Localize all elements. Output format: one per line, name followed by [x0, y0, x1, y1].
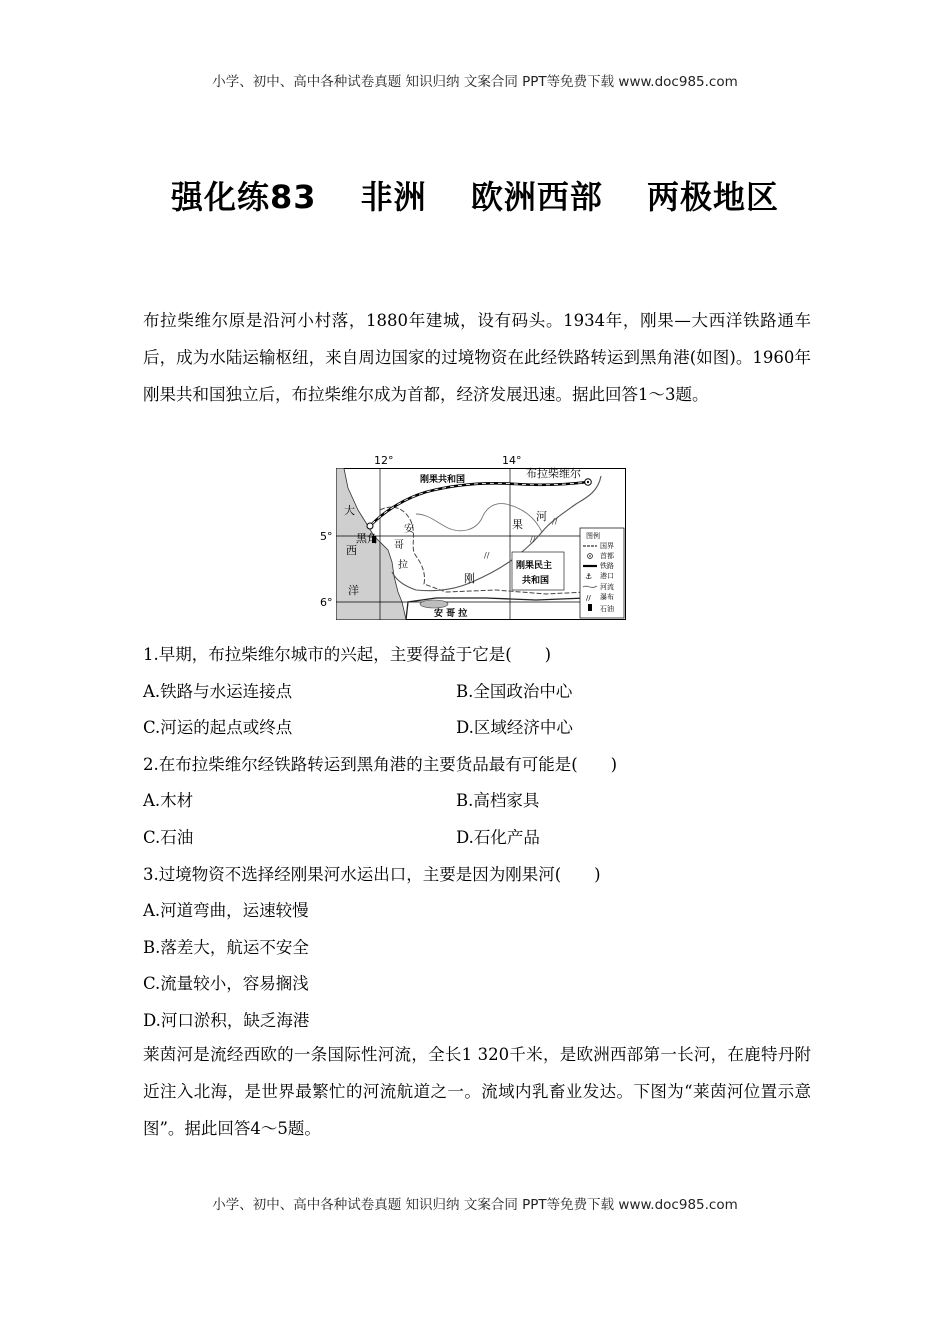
q1-options-row-1 — [143, 674, 811, 711]
ocean-char-1: 大 — [344, 504, 355, 517]
legend-item-railway: 铁路 — [600, 562, 614, 570]
legend-item-river: 河流 — [600, 583, 614, 591]
drc-label-1: 刚果民主 — [516, 561, 553, 571]
legend-item-oil: 石油 — [600, 605, 614, 613]
svg-text://: // — [552, 517, 558, 526]
angola-char-3: 拉 — [398, 560, 408, 571]
q2-option-b[interactable]: B.高档家具 — [456, 791, 540, 811]
ocean-char-2: 西 — [346, 544, 357, 557]
q3-option-b[interactable]: B.落差大，航运不安全 — [143, 937, 309, 957]
title-part-4: 两极地区 — [646, 178, 779, 216]
waterfall-icon: // — [586, 594, 591, 602]
legend-item-border: 国界 — [600, 542, 614, 550]
map-legend — [580, 528, 624, 618]
oil-icon — [588, 604, 592, 611]
lon-12-label: 12° — [374, 454, 394, 467]
legend-item-port: 港口 — [600, 572, 614, 580]
title-part-3: 欧洲西部 — [470, 178, 603, 216]
gang-label: 刚 — [464, 572, 475, 585]
intro-paragraph-1: 布拉柴维尔原是沿河小村落，1880年建城，设有码头。1934年，刚果—大西洋铁路通车后，成为水陆运输枢纽，来自周边国家的过境物资在此经铁路转运到黑角港(如图)。1960年刚果共和国独立后，布拉柴维尔成为首都，经济发展迅速。据此回答1～3题。 — [143, 311, 811, 404]
q2-stem: 2.在布拉柴维尔经铁路转运到黑角港的主要货品最有可能是( ) — [143, 754, 618, 774]
q2-option-a[interactable]: A.木材 — [143, 791, 194, 811]
drc-label-2: 共和国 — [522, 576, 550, 586]
angola-char-2: 哥 — [394, 540, 404, 551]
q2-option-c[interactable]: C.石油 — [143, 827, 194, 847]
title-part-1: 强化练83 — [170, 178, 317, 216]
congo-republic-label: 刚果共和国 — [420, 475, 466, 485]
congo-map — [320, 452, 626, 620]
title-part-2: 非洲 — [360, 178, 427, 216]
legend-item-waterfall: 瀑布 — [600, 593, 614, 601]
lon-14-label: 14° — [502, 454, 522, 467]
q1-option-a[interactable]: A.铁路与水运连接点 — [143, 681, 293, 701]
q3-option-c[interactable]: C.流量较小，容易搁浅 — [143, 974, 309, 994]
q1-option-c[interactable]: C.河运的起点或终点 — [143, 718, 293, 738]
svg-text://: // — [530, 535, 536, 544]
q1-stem: 1.早期，布拉柴维尔城市的兴起，主要得益于它是( ) — [143, 645, 552, 664]
river-char-2: 河 — [536, 510, 547, 523]
q3-option-d[interactable]: D.河口淤积，缺乏海港 — [143, 1010, 310, 1030]
q2-option-d[interactable]: D.石化产品 — [456, 827, 540, 847]
q1-option-d[interactable]: D.区域经济中心 — [456, 718, 573, 738]
q2-options-row-2 — [143, 820, 811, 857]
question-list — [143, 637, 811, 1040]
angola-char-1: 安 — [404, 524, 414, 535]
intro-paragraph-2: 莱茵河是流经西欧的一条国际性河流，全长1 320千米，是欧洲西部第一长河，在鹿特丹附近注入北海，是世界最繁忙的河流航道之一。流域内乳畜业发达。下图为“莱茵河位置示意图”。据此回答4～5题。 — [143, 1045, 811, 1138]
lat-5-label: 5° — [320, 530, 333, 543]
lat-6-label: 6° — [320, 596, 333, 609]
legend-item-capital: 首都 — [600, 552, 614, 560]
ocean-char-3: 洋 — [348, 584, 359, 597]
angola-bottom-label: 安 哥 拉 — [434, 609, 468, 619]
river-char-1: 果 — [512, 518, 523, 531]
pointe-noire-label: 黑角 — [356, 532, 378, 545]
q3-stem: 3.过境物资不选择经刚果河水运出口，主要是因为刚果河( ) — [143, 864, 601, 884]
anchor-icon: ⚓ — [585, 572, 593, 581]
page-header: 小学、初中、高中各种试卷真题 知识归纳 文案合同 PPT等免费下载 www.doc985.com — [212, 74, 738, 90]
q3-option-a[interactable]: A.河道弯曲，运速较慢 — [143, 901, 309, 921]
page-footer: 小学、初中、高中各种试卷真题 知识归纳 文案合同 PPT等免费下载 www.doc985.com — [212, 1197, 738, 1213]
svg-text://: // — [484, 551, 490, 560]
q2-options-row-1 — [143, 783, 811, 820]
q1-option-b[interactable]: B.全国政治中心 — [456, 681, 573, 701]
brazzaville-label: 布拉柴维尔 — [526, 467, 581, 480]
page-title — [0, 172, 950, 218]
legend-title: 图例 — [586, 532, 600, 540]
q1-options-row-2 — [143, 710, 811, 747]
